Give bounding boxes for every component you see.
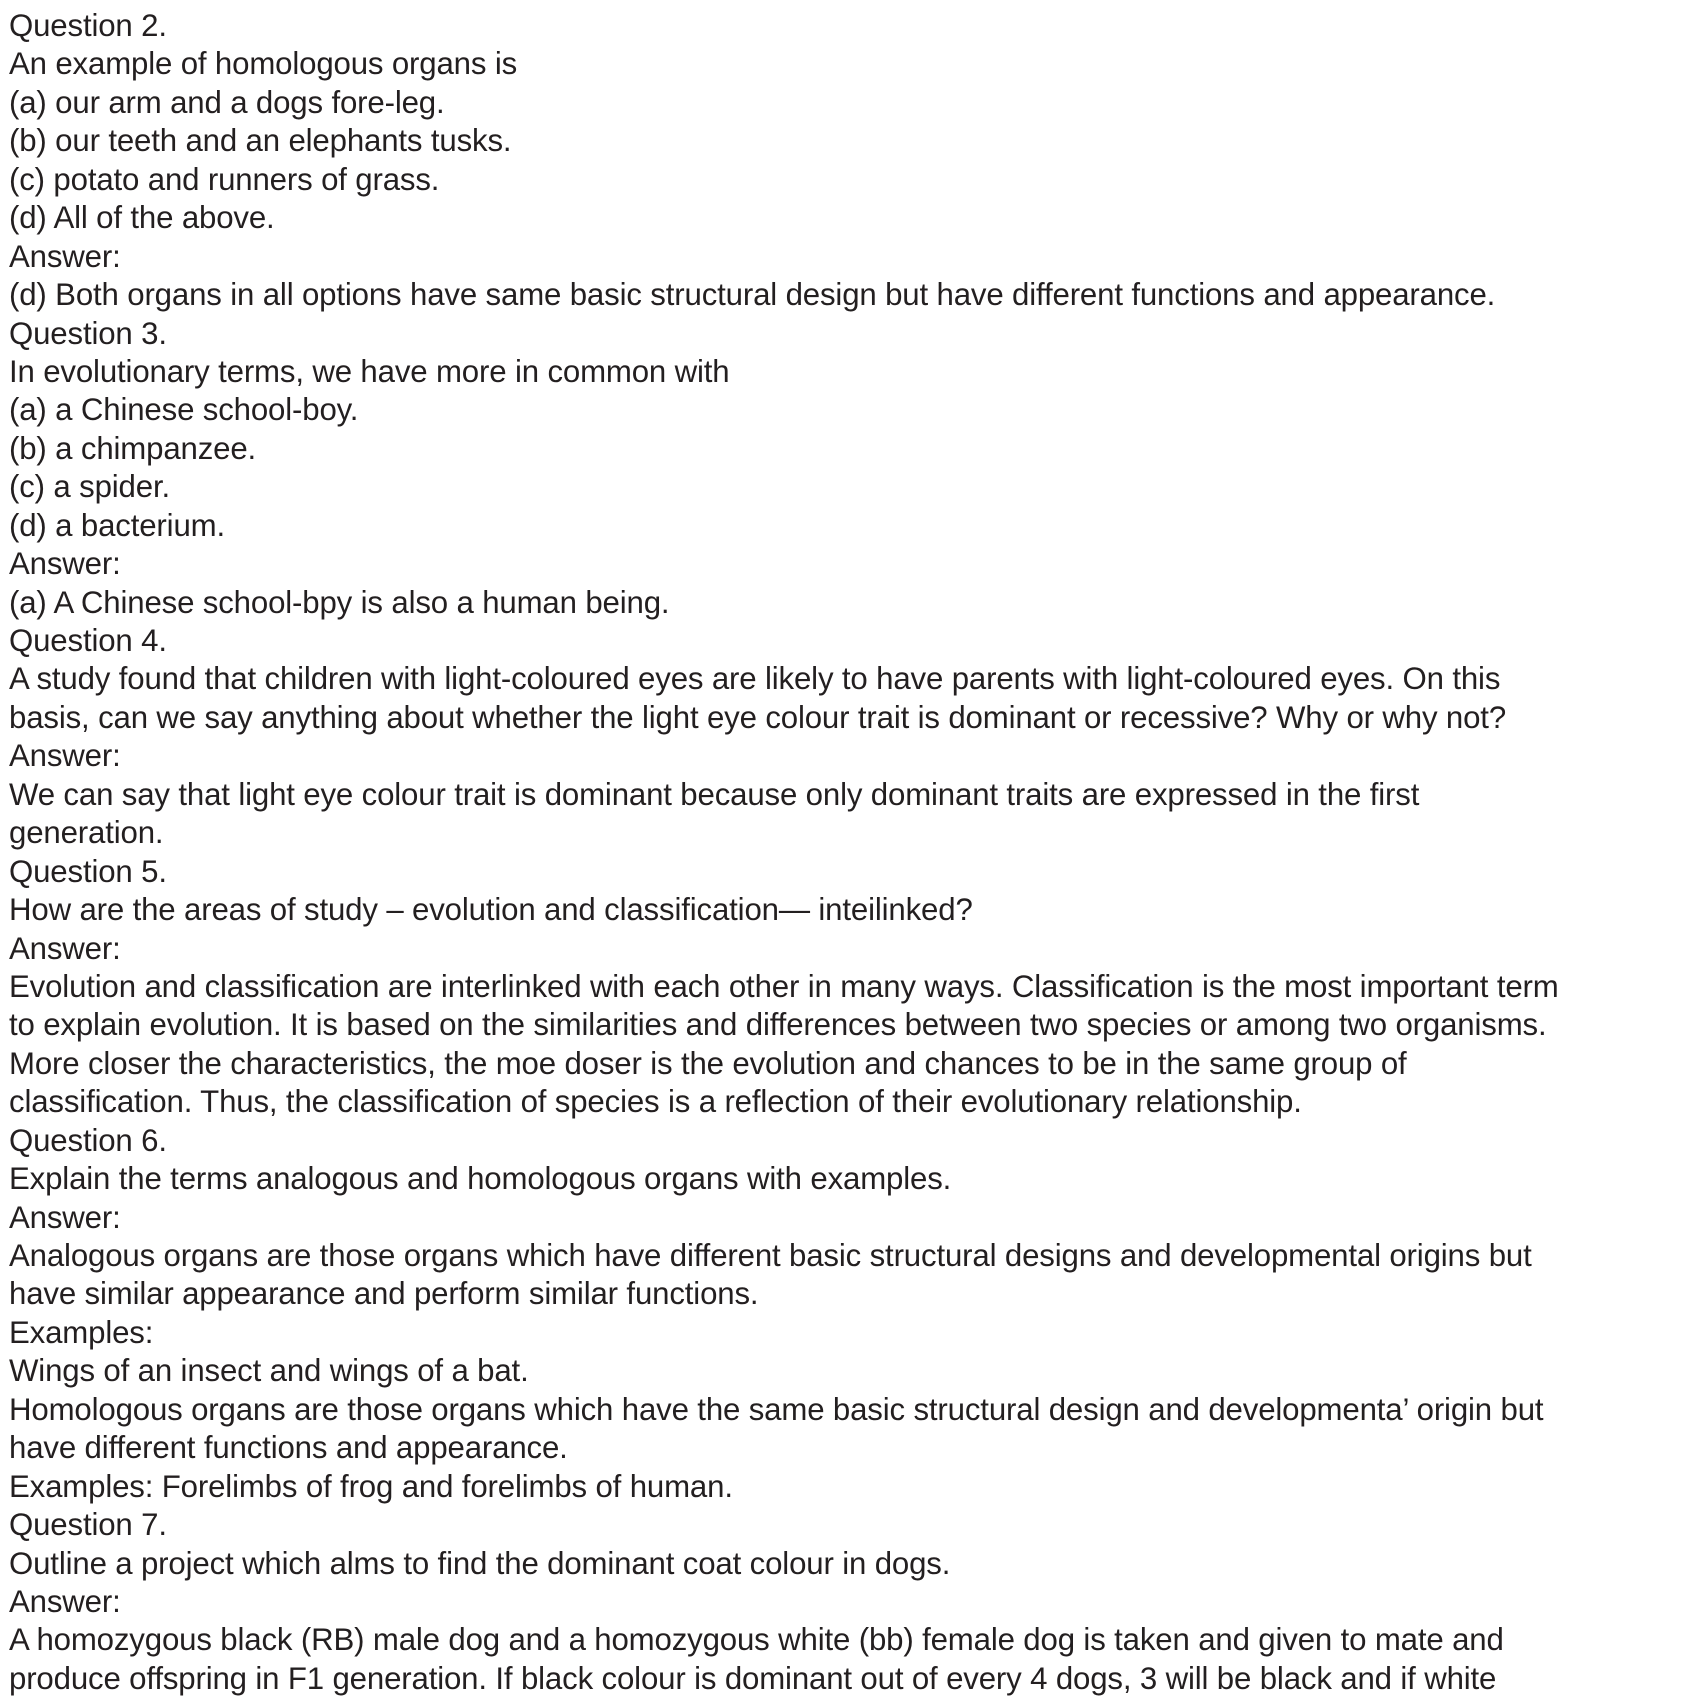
question-7 [9,1506,1699,1698]
document-body [9,7,1699,1698]
question-heading: Question 6. [9,1122,167,1158]
question-heading: Question 4. [9,623,167,658]
answer-text: A homozygous black (RB) male dog and a homozygous white (bb) female dog is taken and given to mate and [9,1622,1504,1658]
question-prompt: Explain the terms analogous and homologous organs with examples. [9,1161,952,1197]
answer-text: Examples: Forelimbs of frog and forelimbs of human. [9,1468,733,1504]
question-5 [9,853,1699,1122]
answer-text: (a) A Chinese school-bpy is also a human being. [9,584,670,620]
option-b: (b) our teeth and an elephants tusks. [9,123,512,159]
question-prompt: basis, can we say anything about whether the light eye colour trait is dominant or recessive? Why or why not? [9,699,1507,735]
answer-label: Answer: [9,546,121,582]
question-6 [9,1122,1699,1506]
answer-label: Answer: [9,1199,121,1235]
answer-text: produce offspring in F1 generation. If black colour is dominant out of every 4 dogs, 3 will be black and if white [9,1660,1497,1696]
question-prompt: In evolutionary terms, we have more in common with [9,353,730,389]
answer-text: have different functions and appearance. [9,1430,568,1466]
answer-label: Answer: [9,1583,121,1619]
question-2 [9,7,1699,315]
option-b: (b) a chimpanzee. [9,430,257,466]
question-prompt: An example of homologous organs is [9,46,518,82]
answer-text: Evolution and classification are interlinked with each other in many ways. Classification is the most important term [9,968,1559,1004]
answer-text: Homologous organs are those organs which have the same basic structural design and developmenta’ origin but [9,1391,1544,1427]
question-heading: Question 2. [9,8,167,43]
answer-text: Examples: [9,1314,154,1350]
answer-text: generation. [9,815,164,851]
answer-label: Answer: [9,930,121,966]
answer-text: More closer the characteristics, the moe doser is the evolution and chances to be in the same group of [9,1045,1407,1081]
option-a: (a) a Chinese school-boy. [9,392,359,428]
question-prompt: How are the areas of study – evolution and classification— inteilinked? [9,892,973,928]
question-3 [9,315,1699,623]
answer-text: to explain evolution. It is based on the similarities and differences between two species or among two organisms. [9,1007,1547,1043]
answer-text: We can say that light eye colour trait is dominant because only dominant traits are expressed in the first [9,776,1420,812]
option-c: (c) potato and runners of grass. [9,161,440,197]
question-heading: Question 7. [9,1507,167,1543]
answer-text: Wings of an insect and wings of a bat. [9,1353,529,1389]
question-heading: Question 5. [9,853,167,889]
answer-text: classification. Thus, the classification of species is a reflection of their evolutionary relationship. [9,1084,1302,1120]
answer-label: Answer: [9,238,121,274]
option-d: (d) a bacterium. [9,507,225,543]
question-prompt: A study found that children with light-coloured eyes are likely to have parents with light-coloured eyes. On this [9,661,1501,697]
question-prompt: Outline a project which alms to find the dominant coat colour in dogs. [9,1545,951,1581]
option-d: (d) All of the above. [9,200,275,236]
option-a: (a) our arm and a dogs fore-leg. [9,84,445,120]
question-4 [9,622,1699,853]
answer-text: (d) Both organs in all options have same basic structural design but have different functions and appearance. [9,277,1496,313]
question-heading: Question 3. [9,315,167,351]
answer-label: Answer: [9,738,121,774]
answer-text: Analogous organs are those organs which have different basic structural designs and developmental origins but [9,1238,1532,1273]
option-c: (c) a spider. [9,469,170,505]
answer-text: have similar appearance and perform similar functions. [9,1276,759,1312]
